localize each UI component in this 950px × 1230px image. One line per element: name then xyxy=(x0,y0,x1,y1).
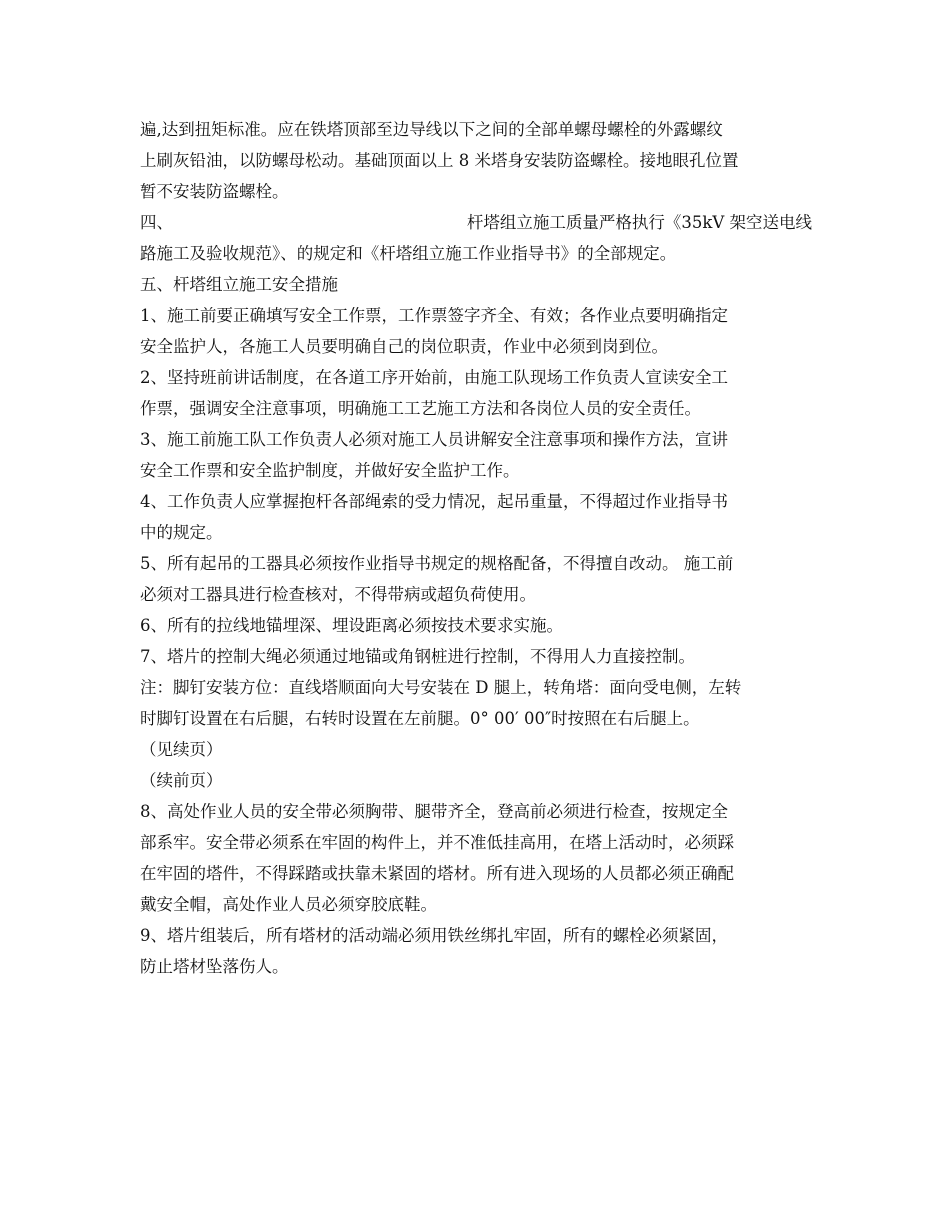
section-four-text: 杆塔组立施工质量严格执行《35kV 架空送电线 xyxy=(466,213,812,232)
text-line: 5、所有起吊的工器具必须按作业指导书规定的规格配备，不得擅自改动。 施工前 xyxy=(140,554,734,573)
text-line: 安全工作票和安全监护制度，并做好安全监护工作。 xyxy=(140,461,520,480)
text-line: 上刷灰铅油，以防螺母松动。基础顶面以上 8 米塔身安装防盗螺栓。接地眼孔位置 xyxy=(140,151,739,170)
text-line: 9、塔片组装后，所有塔材的活动端必须用铁丝绑扎牢固，所有的螺栓必须紧固， xyxy=(140,926,728,945)
document-page xyxy=(140,114,812,982)
text-line: 7、塔片的控制大绳必须通过地锚或角钢桩进行控制，不得用人力直接控制。 xyxy=(140,647,695,666)
text-line: 4、工作负责人应掌握抱杆各部绳索的受力情况，起吊重量，不得超过作业指导书 xyxy=(140,492,728,511)
text-line: 1、施工前要正确填写安全工作票，工作票签字齐全、有效；各作业点要明确指定 xyxy=(140,306,728,325)
note-line: 注：脚钉安装方位：直线塔顺面向大号安装在 D 腿上，转角塔：面向受电侧，左转 xyxy=(140,678,742,697)
text-line: 部系牢。安全带必须系在牢固的构件上，并不准低挂高用，在塔上活动时，必须踩 xyxy=(140,833,734,852)
text-line: 暂不安装防盗螺栓。 xyxy=(140,182,289,201)
text-line: 6、所有的拉线地锚埋深、埋设距离必须按技术要求实施。 xyxy=(140,616,563,635)
note-line: 时脚钉设置在右后腿，右转时设置在左前腿。0° 00′ 00″时按照在右后腿上。 xyxy=(140,709,700,728)
continued-marker: （续前页） xyxy=(140,771,223,790)
text-line: 戴安全帽，高处作业人员必须穿胶底鞋。 xyxy=(140,895,437,914)
text-line: 遍,达到扭矩标准。应在铁塔顶部至边导线以下之间的全部单螺母螺栓的外露螺纹 xyxy=(140,120,723,139)
text-line: 在牢固的塔件，不得踩踏或扶靠未紧固的塔材。所有进入现场的人员都必须正确配 xyxy=(140,864,734,883)
text-line: 防止塔材坠落伤人。 xyxy=(140,957,289,976)
text-line: 2、坚持班前讲话制度，在各道工序开始前，由施工队现场工作负责人宣读安全工 xyxy=(140,368,728,387)
text-line: 中的规定。 xyxy=(140,523,223,542)
text-line: 必须对工器具进行检查核对，不得带病或超负荷使用。 xyxy=(140,585,536,604)
section-four-line xyxy=(140,207,812,238)
section-heading: 五、杆塔组立施工安全措施 xyxy=(140,275,338,294)
text-line: 8、高处作业人员的安全带必须胸带、腿带齐全，登高前必须进行检查，按规定全 xyxy=(140,802,728,821)
text-line: 作票，强调安全注意事项，明确施工工艺施工方法和各岗位人员的安全责任。 xyxy=(140,399,701,418)
section-four-number: 四、 xyxy=(140,213,173,232)
text-line: 安全监护人，各施工人员要明确自己的岗位职责，作业中必须到岗到位。 xyxy=(140,337,668,356)
text-line: 路施工及验收规范》、的规定和《杆塔组立施工作业指导书》的全部规定。 xyxy=(140,244,677,263)
text-line: 3、施工前施工队工作负责人必须对施工人员讲解安全注意事项和操作方法，宣讲 xyxy=(140,430,728,449)
continued-marker: （见续页） xyxy=(140,740,223,759)
